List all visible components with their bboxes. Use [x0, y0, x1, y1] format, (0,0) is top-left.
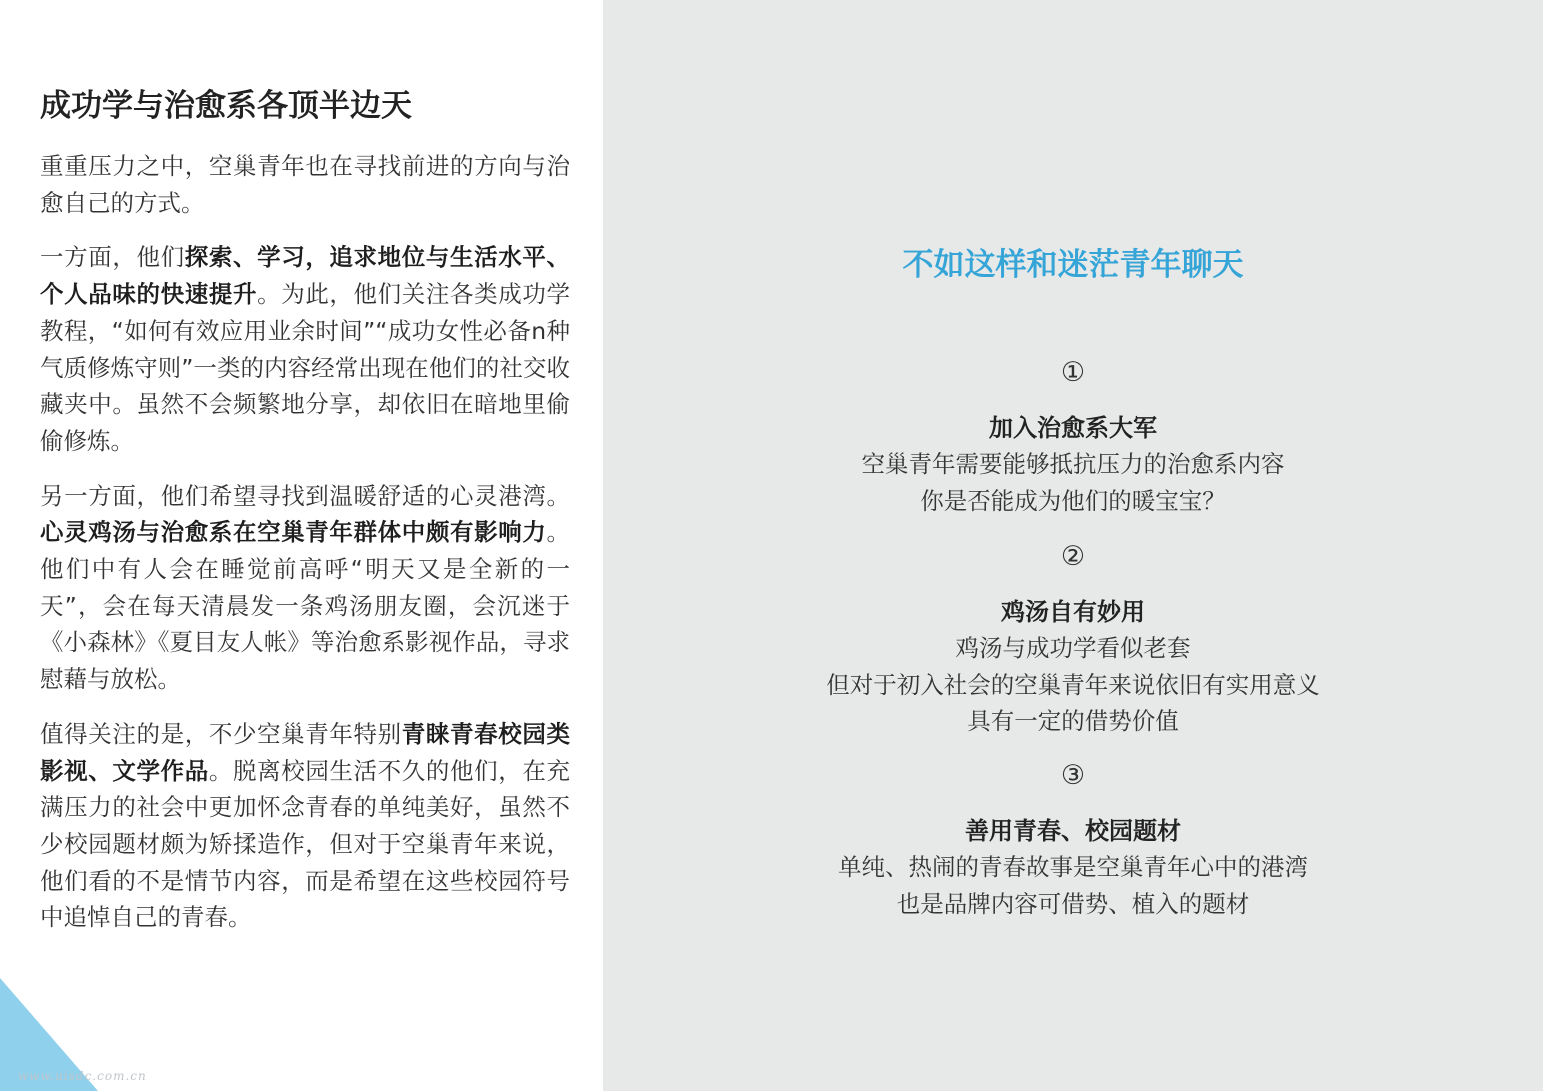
article-column	[40, 84, 570, 954]
paragraph-text: 重重压力之中，空巢青年也在寻找前进的方向与治愈自己的方式。	[40, 152, 570, 217]
paragraph-text: 。为此，他们关注各类成功学教程，“如何有效应用业余时间”“成功女性必备n种气质修炼守则”一类的内容经常出现在他们的社交收藏夹中。虽然不会频繁地分享，却依旧在暗地里偷偷修炼。	[40, 280, 571, 455]
paragraph-emphasis: 青睐青春校园类影视、文学作品	[40, 719, 571, 785]
tip-line: 也是品牌内容可借势、植入的题材	[896, 889, 1250, 918]
paragraph-success	[40, 239, 570, 459]
section-title: 成功学与治愈系各顶半边天	[40, 88, 412, 124]
tip-line: 鸡汤与成功学看似老套	[955, 634, 1191, 662]
paragraph-text: 一方面，他们	[40, 243, 185, 272]
tip-line: 具有一定的借势价值	[967, 707, 1179, 736]
tip-number: ③	[1060, 760, 1086, 791]
paragraph-emphasis: 探索、学习，追求地位与生活水平、个人品味的快速提升	[40, 243, 571, 309]
paragraph-text: 值得关注的是，不少空巢青年特别	[40, 719, 402, 748]
tip-heading: 鸡汤自有妙用	[1001, 598, 1145, 626]
watermark: www.uisdc.com.cn	[18, 1069, 147, 1083]
paragraph-text: 。脱离校园生活不久的他们，在充满压力的社会中更加怀念青春的单纯美好，虽然不少校园题材颇为矫揉造作，但对于空巢青年来说，他们看的不是情节内容，而是希望在这些校园符号中追悼自己的青春。	[40, 756, 571, 932]
tip-line: 单纯、热闹的青春故事是空巢青年心中的港湾	[838, 853, 1308, 881]
right-panel	[603, 0, 1543, 1091]
tip-3	[603, 759, 1543, 922]
tip-number: ②	[1060, 541, 1086, 572]
tip-line: 但对于初入社会的空巢青年来说依旧有实用意义	[826, 670, 1320, 699]
tip-line: 空巢青年需要能够抵抗压力的治愈系内容	[861, 450, 1285, 478]
tip-heading: 善用青春、校园题材	[965, 817, 1181, 845]
paragraph-healing	[40, 478, 570, 698]
paragraph-campus	[40, 716, 570, 936]
tip-heading: 加入治愈系大军	[989, 414, 1157, 442]
paragraph-intro	[40, 148, 570, 221]
paragraph-emphasis: 心灵鸡汤与治愈系在空巢青年群体中颇有影响力	[40, 518, 547, 547]
paragraph-text: 另一方面，他们希望寻找到温暖舒适的心灵港湾。	[40, 481, 570, 510]
paragraph-text: 。他们中有人会在睡觉前高呼“明天又是全新的一天”，会在每天清晨发一条鸡汤朋友圈，会沉迷于《小森林》《夏目友人帐》等治愈系影视作品，寻求慰藉与放松。	[40, 518, 570, 694]
tip-1	[603, 356, 1543, 519]
tips-title: 不如这样和迷茫青年聊天	[902, 247, 1244, 283]
tip-line: 你是否能成为他们的暖宝宝？	[920, 486, 1226, 515]
tip-2	[603, 540, 1543, 740]
tip-number: ①	[1060, 357, 1086, 388]
left-panel	[0, 0, 603, 1091]
